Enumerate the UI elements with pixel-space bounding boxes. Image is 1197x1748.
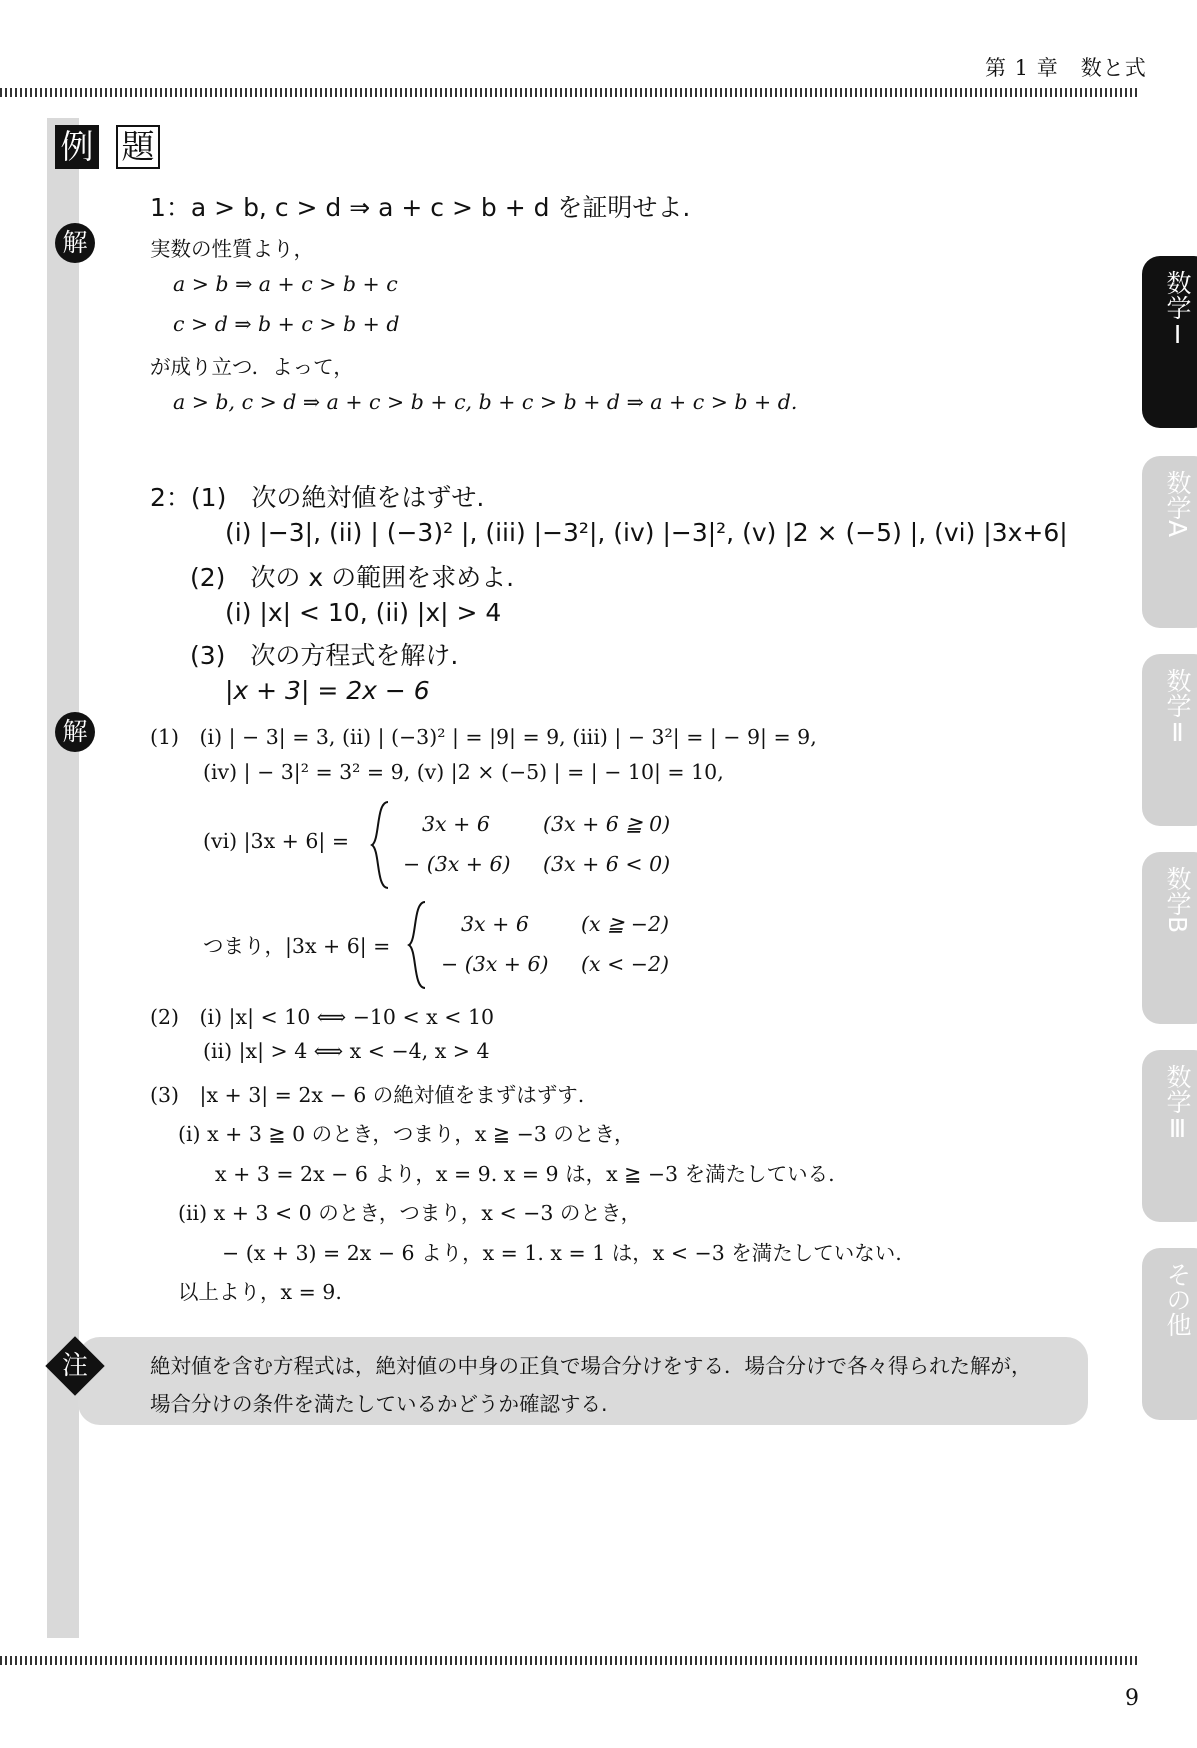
ts-case1: 3x + 6	[461, 912, 529, 936]
tab-math-3-label: 数学Ⅲ	[1163, 1064, 1192, 1143]
problem-2-2: (2) 次の x の範囲を求めよ.	[190, 563, 515, 592]
note-line1: 絶対値を含む方程式は，絶対値の中身の正負で場合分けをする．場合分けで各々得られた解が，	[150, 1354, 1032, 1378]
solution1-line5: a > b, c > d ⇒ a + c > b + c, b + c > b + d ⇒ a + c > b + d.	[173, 390, 798, 414]
solution2-line7: x + 3 = 2x − 6 より，x = 9. x = 9 は，x ≧ −3 を満たしている.	[215, 1162, 835, 1186]
vi-cond1: (3x + 6 ≧ 0)	[543, 812, 671, 836]
tab-math-1[interactable]	[1142, 256, 1197, 428]
tab-math-a-label: 数学A	[1163, 470, 1192, 538]
solution2-line2: (iv) | − 3|² = 3² = 9, (v) |2 × (−5) | = | − 10| = 10,	[203, 760, 724, 784]
tsumari-lhs: つまり，|3x + 6| =	[203, 934, 391, 958]
solution2-line8: (ii) x + 3 < 0 のとき，つまり，x < −3 のとき，	[178, 1201, 642, 1225]
left-margin-bar	[47, 118, 79, 1638]
tsumari-brace	[405, 900, 429, 990]
example-heading-dai: 題	[116, 125, 160, 169]
solution-mark-1: 解	[55, 223, 95, 263]
solution2-line4: (ii) |x| > 4 ⟺ x < −4, x > 4	[203, 1039, 490, 1063]
problem-2-2-items: (i) |x| < 10, (ii) |x| > 4	[225, 598, 502, 627]
footer-rule	[0, 1656, 1140, 1665]
tab-math-a[interactable]	[1142, 456, 1197, 628]
tab-math-2-label: 数学Ⅱ	[1163, 668, 1192, 747]
solution1-line1: 実数の性質より，	[150, 237, 314, 261]
problem-2-1-items: (i) |−3|, (ii) | (−3)² |, (iii) |−3²|, (iv) |−3|², (v) |2 × (−5) |, (vi) |3x+6|	[225, 518, 1068, 547]
problem-2-3: (3) 次の方程式を解け.	[190, 641, 459, 670]
problem-1: 1：a > b, c > d ⇒ a + c > b + d を証明せよ.	[150, 193, 691, 222]
solution2-line10: 以上より，x = 9.	[178, 1280, 342, 1304]
tab-other-label: その他	[1163, 1262, 1192, 1337]
solution1-line2: a > b ⇒ a + c > b + c	[173, 272, 398, 296]
vi-brace	[368, 800, 392, 890]
solution2-line3: (2) (i) |x| < 10 ⟺ −10 < x < 10	[150, 1005, 495, 1029]
solution2-line5: (3) |x + 3| = 2x − 6 の絶対値をまずはずす.	[150, 1083, 585, 1107]
problem-2-1: 2：(1) 次の絶対値をはずせ.	[150, 483, 485, 512]
vi-case2: − (3x + 6)	[403, 852, 511, 876]
note-line2: 場合分けの条件を満たしているかどうか確認する.	[150, 1392, 608, 1416]
solution2-line9: − (x + 3) = 2x − 6 より，x = 1. x = 1 は，x < −3 を満たしていない.	[222, 1241, 902, 1265]
tab-other[interactable]	[1142, 1248, 1197, 1420]
solution1-line3: c > d ⇒ b + c > b + d	[173, 312, 400, 336]
tab-math-b-label: 数学B	[1163, 866, 1192, 934]
tab-math-2[interactable]	[1142, 654, 1197, 826]
tab-math-b[interactable]	[1142, 852, 1197, 1024]
note-mark: 注	[61, 1351, 88, 1381]
tab-math-3[interactable]	[1142, 1050, 1197, 1222]
problem-2-3-equation: |x + 3| = 2x − 6	[225, 676, 430, 705]
vi-lhs: (vi) |3x + 6| =	[203, 829, 350, 853]
example-heading-rei: 例	[55, 125, 99, 169]
solution2-line6: (i) x + 3 ≧ 0 のとき，つまり，x ≧ −3 のとき，	[178, 1122, 635, 1146]
chapter-header: 第 1 章 数と式	[985, 56, 1147, 80]
solution1-line4: が成り立つ．よって，	[150, 355, 354, 379]
solution-mark-2: 解	[55, 712, 95, 752]
page-number: 9	[1125, 1686, 1139, 1711]
ts-case2: − (3x + 6)	[441, 952, 549, 976]
solution2-line1: (1) (i) | − 3| = 3, (ii) | (−3)² | = |9| = 9, (iii) | − 3²| = | − 9| = 9,	[150, 725, 817, 749]
ts-cond2: (x < −2)	[581, 952, 669, 976]
ts-cond1: (x ≧ −2)	[581, 912, 669, 936]
tab-math-1-label: 数学Ⅰ	[1163, 270, 1192, 349]
vi-case1: 3x + 6	[422, 812, 490, 836]
header-rule	[0, 88, 1140, 97]
vi-cond2: (3x + 6 < 0)	[543, 852, 671, 876]
